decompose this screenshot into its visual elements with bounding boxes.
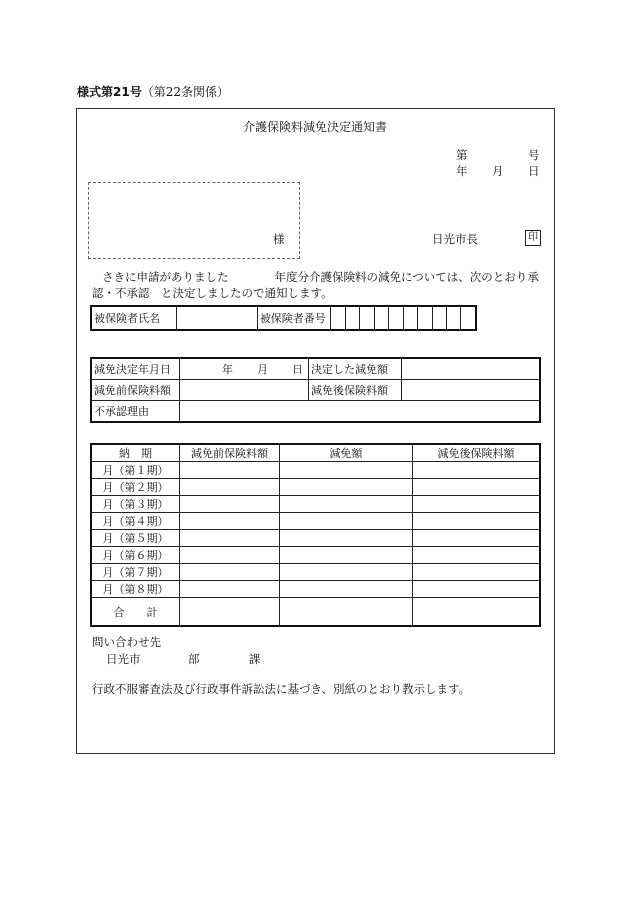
- insured-table: [91, 306, 476, 330]
- table-cell[interactable]: [280, 547, 413, 564]
- appeal-notice: 行政不服審査法及び行政事件訴訟法に基づき、別紙のとおり教示します。: [92, 682, 471, 696]
- insured-number-digit[interactable]: [345, 307, 359, 330]
- reject-reason-label: 不承認理由: [92, 401, 180, 422]
- table-cell[interactable]: [413, 496, 540, 513]
- insured-number-digit[interactable]: [461, 307, 476, 330]
- col-header-term: 納 期: [92, 445, 180, 462]
- table-cell[interactable]: [413, 479, 540, 496]
- installment-table: [91, 444, 540, 626]
- insured-number-digit[interactable]: [331, 307, 345, 330]
- contact-ka: 課: [249, 652, 261, 666]
- ref-dai: 第: [456, 148, 468, 162]
- insured-number-digit[interactable]: [360, 307, 374, 330]
- installment-term: 月（第７期）: [92, 564, 180, 581]
- form-number: 様式第21号（第22条関係）: [77, 85, 229, 99]
- table-cell[interactable]: [180, 581, 280, 598]
- table-cell[interactable]: [280, 564, 413, 581]
- document-title: 介護保険料減免決定通知書: [242, 120, 387, 134]
- table-cell[interactable]: [280, 513, 413, 530]
- table-cell[interactable]: [413, 462, 540, 479]
- table-cell[interactable]: [280, 581, 413, 598]
- insured-number-label: 被保険者番号: [257, 307, 331, 330]
- col-header-after: 減免後保険料額: [413, 445, 540, 462]
- table-cell[interactable]: [180, 530, 280, 547]
- contact-label: 問い合わせ先: [92, 635, 161, 649]
- installment-term: 月（第８期）: [92, 581, 180, 598]
- table-cell[interactable]: [413, 513, 540, 530]
- table-cell[interactable]: [280, 598, 413, 626]
- table-cell[interactable]: [280, 530, 413, 547]
- table-cell[interactable]: [180, 462, 280, 479]
- table-cell[interactable]: [413, 581, 540, 598]
- ref-nen: 年: [456, 164, 468, 178]
- reject-reason-field[interactable]: [180, 401, 540, 422]
- installment-term: 月（第４期）: [92, 513, 180, 530]
- decided-amount-field[interactable]: [402, 359, 540, 380]
- ref-go: 号: [528, 148, 540, 162]
- insured-number-digit[interactable]: [447, 307, 461, 330]
- installment-term: 月（第６期）: [92, 547, 180, 564]
- col-header-reduction: 減免額: [280, 445, 413, 462]
- table-cell[interactable]: [280, 496, 413, 513]
- table-cell[interactable]: [413, 564, 540, 581]
- before-amount-label: 減免前保険料額: [92, 380, 180, 401]
- decision-date-label: 減免決定年月日: [92, 359, 180, 380]
- body-text: さきに申請がありました 年度分介護保険料の減免については、次のとおり承 認・不承認 と決定しましたので通知します。: [92, 270, 539, 300]
- table-cell[interactable]: [180, 513, 280, 530]
- after-amount-field[interactable]: [402, 380, 540, 401]
- decided-amount-label: 決定した減免額: [309, 359, 402, 380]
- insured-number-digit[interactable]: [389, 307, 403, 330]
- table-cell[interactable]: [180, 479, 280, 496]
- total-label: 合 計: [92, 598, 180, 626]
- table-cell[interactable]: [180, 547, 280, 564]
- recipient-sama: 様: [273, 232, 285, 246]
- contact-bu: 部: [188, 652, 200, 666]
- decision-date-field[interactable]: 年 月 日: [180, 359, 309, 380]
- contact-city: 日光市: [106, 652, 141, 666]
- installment-term: 月（第１期）: [92, 462, 180, 479]
- table-cell[interactable]: [413, 547, 540, 564]
- insured-number-digit[interactable]: [374, 307, 388, 330]
- before-amount-field[interactable]: [180, 380, 309, 401]
- ref-hi: 日: [528, 164, 540, 178]
- insured-name-label: 被保険者氏名: [92, 307, 177, 330]
- table-cell[interactable]: [413, 598, 540, 626]
- ref-tsuki: 月: [492, 164, 504, 178]
- insured-number-digit[interactable]: [418, 307, 432, 330]
- seal-mark: 印: [525, 230, 541, 246]
- table-cell[interactable]: [280, 462, 413, 479]
- installment-term: 月（第３期）: [92, 496, 180, 513]
- insured-name-field[interactable]: [177, 307, 258, 330]
- installment-term: 月（第５期）: [92, 530, 180, 547]
- table-cell[interactable]: [180, 496, 280, 513]
- table-cell[interactable]: [280, 479, 413, 496]
- col-header-before: 減免前保険料額: [180, 445, 280, 462]
- table-cell[interactable]: [413, 530, 540, 547]
- decision-table: [91, 358, 540, 422]
- installment-term: 月（第２期）: [92, 479, 180, 496]
- table-cell[interactable]: [180, 598, 280, 626]
- insured-number-digit[interactable]: [403, 307, 417, 330]
- issuer-name: 日光市長: [432, 232, 478, 246]
- insured-number-digit[interactable]: [432, 307, 446, 330]
- table-cell[interactable]: [180, 564, 280, 581]
- address-window: [88, 182, 300, 259]
- after-amount-label: 減免後保険料額: [309, 380, 402, 401]
